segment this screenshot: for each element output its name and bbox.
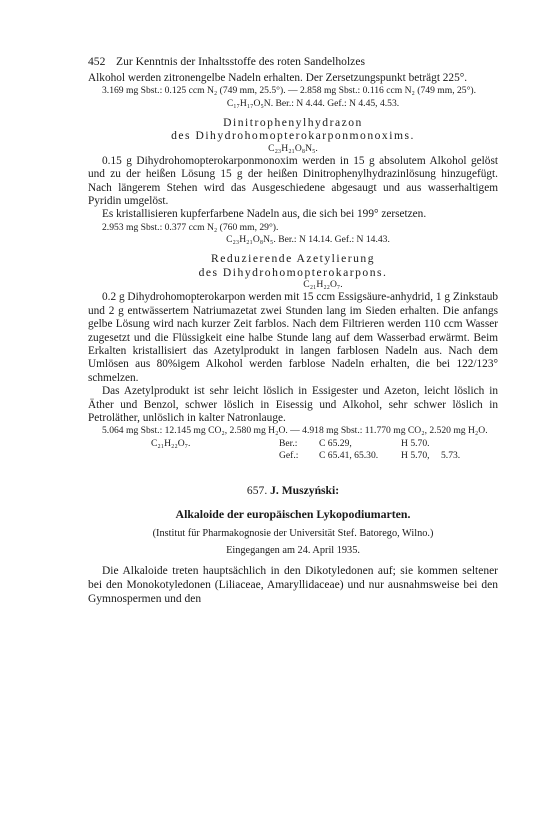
section-heading: Dinitrophenylhydrazon bbox=[223, 115, 363, 129]
analysis-data: 2.953 mg Sbst.: 0.377 ccm N₂ (760 mm, 29°). bbox=[102, 221, 279, 233]
analysis-row-gef bbox=[88, 450, 498, 462]
analysis-data: 3.169 mg Sbst.: 0.125 ccm N₂ (749 mm, 25.5°). — 2.858 mg Sbst.: 0.116 ccm N₂ (749 mm, 25°). bbox=[102, 85, 477, 97]
gef-label: Gef.: bbox=[279, 449, 299, 461]
document-page bbox=[88, 55, 498, 606]
article-institute: (Institut für Pharmakognosie der Universität Stef. Batorego, Wilno.) bbox=[152, 527, 434, 539]
analysis-formula: C₂₁H₂₂O₇. bbox=[151, 437, 191, 449]
article-author: J. Muszyński: bbox=[270, 483, 340, 497]
paragraph: Alkohol werden zitronengelbe Nadeln erhalten. Der Zersetzungspunkt beträgt 225°. bbox=[88, 72, 468, 84]
paragraph: 0.15 g Dihydrohomopterokarponmonoxim werden in 15 g absolutem Alkohol gelöst und zu der heißen Lösung 15 g der heißen Dinitrophenylhydrazinlösung hinzugefügt. Nach längerem Stehen wird das Ausgeschiedene abgesaugt und aus wasserhaltigem Pyridin umgelöst. bbox=[88, 154, 498, 208]
ber-label: Ber.: bbox=[279, 437, 298, 449]
running-title: Zur Kenntnis der Inhaltsstoffe des roten Sandelholzes bbox=[116, 55, 365, 68]
article-number-line bbox=[88, 484, 498, 497]
paragraph: Das Azetylprodukt ist sehr leicht löslich in Essigester und Azeton, leicht löslich in Äther und Benzol, schwer löslich in Eisessig und Alkohol, sehr schwer löslich in Petroläther, unlöslich in kalter Natronlauge. bbox=[88, 385, 498, 424]
analysis-result: C₁₇H₁₇O₅N. Ber.: N 4.44. Gef.: N 4.45, 4.53. bbox=[226, 97, 400, 109]
analysis-table bbox=[88, 438, 498, 462]
article-intro-paragraph: Die Alkaloide treten hauptsächlich in den Dikotyledonen auf; sie kommen seltener bei den Monokotyledonen (Liliaceae, Amaryllidaceae) und nur ausnahmsweise bei den Gymnospermen und den bbox=[88, 564, 498, 605]
page-header bbox=[88, 55, 498, 72]
analysis-result: C₂₃H₂₁O₈N₅. Ber.: N 14.14. Gef.: N 14.43. bbox=[226, 234, 390, 246]
section-heading: Reduzierende Azetylierung bbox=[210, 252, 375, 266]
section-formula: C₂₃H₂₁O₈N₅. bbox=[268, 142, 318, 154]
gef-carbon: C 65.41, 65.30. bbox=[319, 449, 379, 461]
article-received-date: Eingegangen am 24. April 1935. bbox=[226, 544, 360, 556]
analysis-data: 5.064 mg Sbst.: 12.145 mg CO₂, 2.580 mg H₂O. — 4.918 mg Sbst.: 11.770 mg CO₂, 2.520 mg H₂O. bbox=[102, 425, 488, 437]
section-heading: des Dihydrohomopterokarponmonoxims. bbox=[171, 129, 415, 143]
page-number: 452 bbox=[88, 55, 106, 68]
ber-carbon: C 65.29, bbox=[319, 437, 352, 449]
ber-hydrogen: H 5.70. bbox=[401, 437, 430, 449]
section-formula: C₂₁H₂₂O₇. bbox=[303, 279, 343, 291]
analysis-row-ber bbox=[88, 438, 498, 450]
article-title: Alkaloide der europäischen Lykopodiumarten. bbox=[175, 506, 411, 521]
gef-hydrogen: H 5.70, bbox=[401, 449, 430, 461]
gef-hydrogen-2: 5.73. bbox=[441, 449, 461, 461]
section-heading: des Dihydrohomopterokarpons. bbox=[198, 265, 388, 279]
paragraph: Es kristallisieren kupferfarbene Nadeln aus, die sich bei 199° zersetzen. bbox=[102, 208, 427, 221]
paragraph: 0.2 g Dihydrohomopterokarpon werden mit 15 ccm Essigsäure-anhydrid, 1 g Zinkstaub und 2 g entwässertem Natriumazetat zwei Stunden lang im Sieden erhalten. Die anfangs gelbe Lösung wird nach kurzer Zeit farblos. Nach dem Filtrieren werden 110 ccm Wasser zugesetzt und die Flüssigkeit eine halbe Stunde lang auf dem Wasserbad erwärmt. Beim Erkalten kristallisiert das Azetylprodukt in langen farblosen Nadeln aus. Nach dem Umlösen aus 80%igem Alkohol werden farblose Nadeln erhalten, die bei 122/123° schmelzen. bbox=[88, 291, 498, 384]
article-number: 657. bbox=[246, 483, 268, 497]
